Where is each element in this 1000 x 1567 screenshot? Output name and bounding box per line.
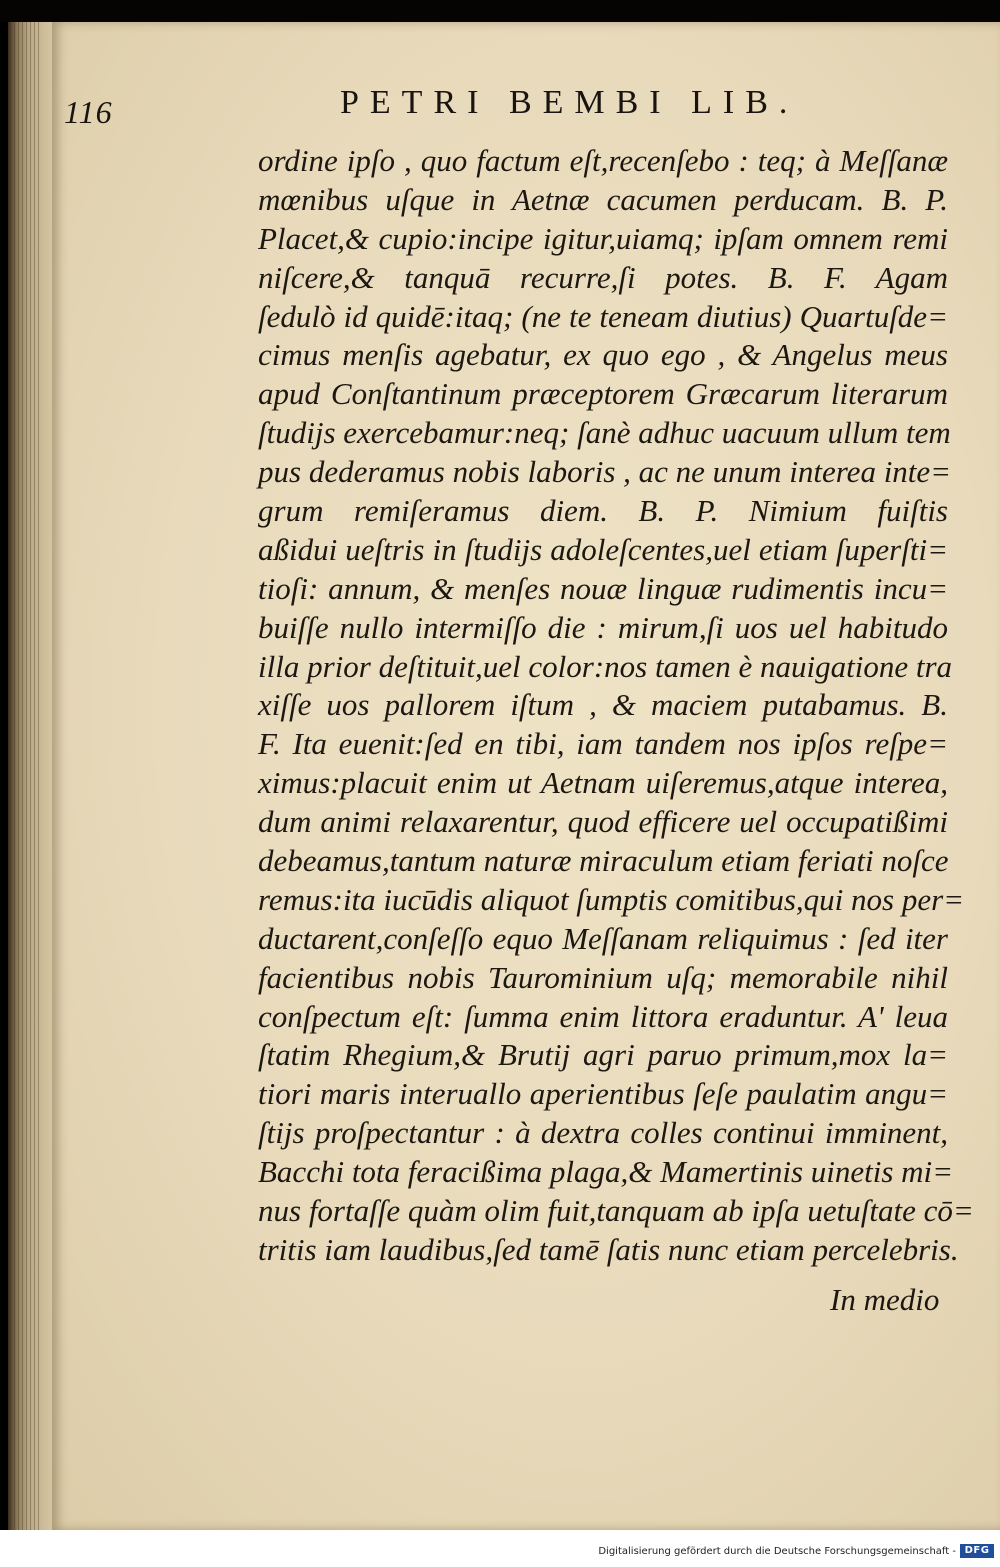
text-line: conſpectum eſt: ſumma enim littora eraduntur. A' leua	[258, 998, 948, 1034]
text-line: ſtijs proſpectantur : à dextra colles continui imminent,	[258, 1115, 948, 1151]
text-line: grum remiſeramus diem. B. P. Nimium fuiſtis	[258, 493, 948, 529]
text-line: ductarent,conſeſſo equo Meſſanam reliquimus : ſed iter	[258, 920, 948, 956]
text-line: aßidui ueſtris in ſtudijs adoleſcentes,uel etiam ſuperſti=	[258, 531, 948, 567]
catchword: In medio	[830, 1282, 940, 1317]
text-line: nus fortaſſe quàm olim fuit,tanquam ab ipſa uetuſtate cō=	[258, 1193, 974, 1229]
text-line: dum animi relaxarentur, quod efficere uel occupatißimi	[258, 804, 948, 840]
text-line: remus:ita iucūdis aliquot ſumptis comitibus,qui nos per=	[258, 881, 965, 917]
body-text	[258, 142, 974, 1270]
funding-credit: Digitalisierung gefördert durch die Deutsche Forschungsgemeinschaft -	[598, 1546, 956, 1557]
text-line: debeamus,tantum naturæ miraculum etiam feriati noſce	[258, 843, 949, 879]
text-line: cimus menſis agebatur, ex quo ego , & Angelus meus	[258, 337, 948, 373]
text-line: Bacchi tota feracißima plaga,& Mamertinis uinetis mi=	[258, 1154, 954, 1190]
text-line: ſedulò id quidē:itaq; (ne te teneam diutius) Quartuſde=	[258, 298, 948, 334]
scan-top-border	[0, 0, 1000, 22]
text-line: tiori maris interuallo aperientibus ſeſe paulatim angu=	[258, 1076, 948, 1112]
text-line: ordine ipſo , quo factum eſt,recenſebo : teq; à Meſſanæ	[258, 143, 948, 178]
text-line: niſcere,& tanquā recurre,ſi potes. B. F. Agam	[258, 259, 948, 295]
page-number: 116	[64, 94, 113, 130]
text-line: tioſi: annum, & menſes nouæ linguæ rudimentis incu=	[258, 570, 948, 606]
text-line: pus dederamus nobis laboris , ac ne unum interea inte=	[258, 454, 952, 490]
text-line: illa prior deſtituit,uel color:nos tamen è nauigatione tra	[258, 648, 953, 684]
dfg-logo: DFG	[960, 1544, 994, 1558]
text-line: ſtatim Rhegium,& Brutij agri paruo primum,mox la=	[258, 1037, 948, 1073]
text-line: ſtudijs exercebamur:neq; ſanè adhuc uacuum ullum tem	[258, 415, 951, 451]
text-line: ximus:placuit enim ut Aetnam uiſeremus,atque interea,	[258, 765, 948, 801]
text-line: apud Conſtantinum præceptorem Græcarum literarum	[258, 376, 948, 412]
text-line: facientibus nobis Taurominium uſq; memorabile nihil	[258, 959, 948, 995]
text-line: tritis iam laudibus,ſed tamē ſatis nunc etiam percelebris.	[258, 1231, 959, 1267]
running-head: PETRI BEMBI LIB.	[340, 84, 799, 121]
text-line: xiſſe uos pallorem iſtum , & maciem putabamus. B.	[258, 687, 948, 723]
text-line: buiſſe nullo intermiſſo die : mirum,ſi uos uel habitudo	[258, 609, 948, 645]
book-page-edge-stack	[14, 22, 40, 1530]
text-line: Placet,& cupio:incipe igitur,uiamq; ipſam omnem remi	[258, 220, 948, 256]
text-line: mœnibus uſque in Aetnæ cacumen perducam. B. P.	[258, 181, 948, 217]
text-line: F. Ita euenit:ſed en tibi, iam tandem nos ipſos reſpe=	[258, 726, 948, 762]
